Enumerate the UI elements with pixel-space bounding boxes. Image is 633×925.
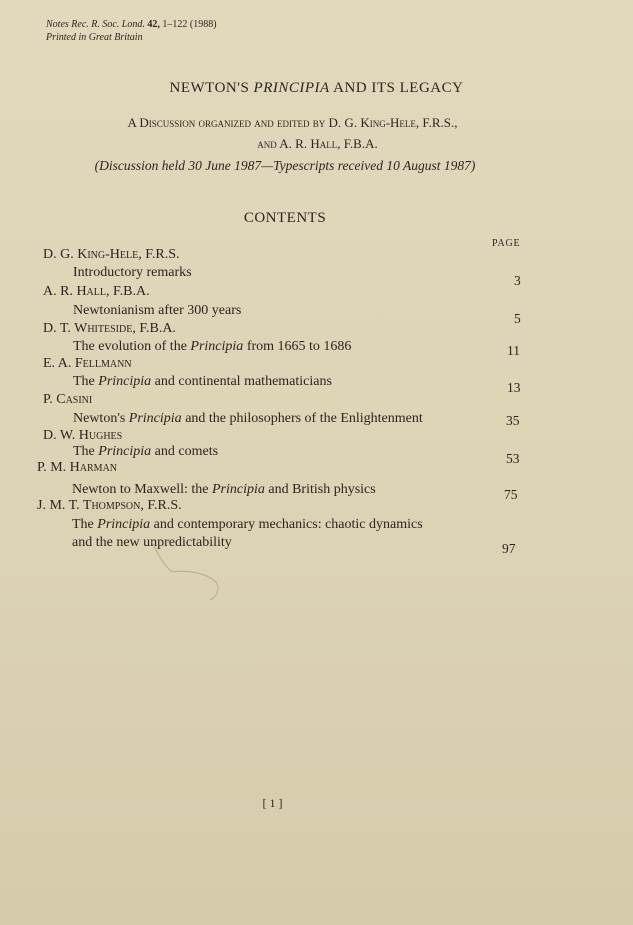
toc-paper-title	[73, 374, 332, 390]
paper-text: The	[73, 444, 99, 459]
toc-paper-title-line-2: and the new unpredictability	[72, 535, 232, 550]
toc-paper-title	[73, 411, 423, 427]
paper-text: The	[72, 517, 98, 532]
toc-page-number: 75	[504, 487, 518, 502]
paper-text: The	[73, 374, 99, 389]
toc-author: P. M. Harman	[37, 460, 118, 475]
paper-italic: Principia	[128, 411, 182, 426]
toc-page-number: 3	[514, 273, 521, 288]
toc-page-number: 53	[506, 451, 520, 466]
contents-heading: CONTENTS	[243, 210, 327, 226]
paper-italic: Principia	[98, 374, 152, 389]
toc-page-number: 35	[506, 413, 520, 428]
title-part-1: NEWTON'S	[169, 80, 254, 96]
paper-text: and continental mathematicians	[151, 374, 332, 389]
paper-italic: Principia	[98, 444, 152, 459]
page-title	[0, 80, 633, 97]
journal-pages: 1–122 (1988)	[162, 19, 217, 30]
organizers	[0, 112, 585, 154]
toc-author: P. Casini	[43, 392, 93, 407]
paper-text: and contemporary mechanics: chaotic dynamics	[150, 517, 423, 532]
pencil-mark-decoration	[150, 540, 230, 610]
paper-italic: Principia	[97, 517, 151, 532]
paper-text: Newtonianism after 300 years	[73, 303, 242, 318]
page-column-heading: PAGE	[492, 238, 521, 249]
paper-italic: Principia	[190, 339, 244, 354]
toc-author: E. A. Fellmann	[43, 356, 132, 371]
paper-text: Newton to Maxwell: the	[72, 482, 212, 497]
journal-name: Notes Rec. R. Soc. Lond.	[46, 19, 145, 30]
journal-volume: 42,	[147, 19, 160, 30]
toc-paper-title	[73, 444, 218, 460]
toc-paper-title	[72, 482, 376, 498]
toc-page-number: 5	[514, 311, 521, 326]
toc-paper-title	[73, 303, 241, 319]
paper-text: from 1665 to 1686	[243, 339, 352, 354]
title-part-2: AND ITS LEGACY	[329, 80, 464, 96]
journal-citation	[46, 18, 217, 44]
toc-author: D. T. Whiteside, F.B.A.	[43, 321, 176, 336]
title-italic: PRINCIPIA	[253, 80, 330, 96]
toc-paper-title	[73, 265, 192, 281]
paper-text: and the philosophers of the Enlightenment	[181, 411, 423, 426]
toc-paper-title	[73, 339, 351, 355]
toc-page-number: 11	[507, 343, 520, 358]
paper-italic: Principia	[211, 482, 265, 497]
toc-page-number: 97	[502, 541, 516, 556]
toc-page-number: 13	[507, 380, 521, 395]
toc-paper-title	[72, 517, 423, 533]
page-footer: [ 1 ]	[262, 796, 283, 810]
paper-text: Introductory remarks	[73, 265, 192, 280]
toc-author: A. R. Hall, F.B.A.	[43, 284, 150, 299]
paper-text: and comets	[151, 444, 219, 459]
organizers-line-1: A Discussion organized and edited by D. G. King-Hele, F.R.S.,	[127, 115, 458, 130]
paper-text: Newton's	[73, 411, 129, 426]
paper-text: The evolution of the	[73, 339, 191, 354]
discussion-dates: (Discussion held 30 June 1987—Typescripts received 10 August 1987)	[94, 158, 476, 173]
toc-author: D. G. King-Hele, F.R.S.	[43, 247, 180, 262]
organizers-line-2: and A. R. Hall, F.B.A.	[257, 136, 378, 151]
paper-text: and British physics	[264, 482, 376, 497]
toc-author: D. W. Hughes	[43, 428, 123, 443]
toc-author: J. M. T. Thompson, F.R.S.	[37, 498, 182, 513]
printed-in: Printed in Great Britain	[46, 32, 143, 43]
